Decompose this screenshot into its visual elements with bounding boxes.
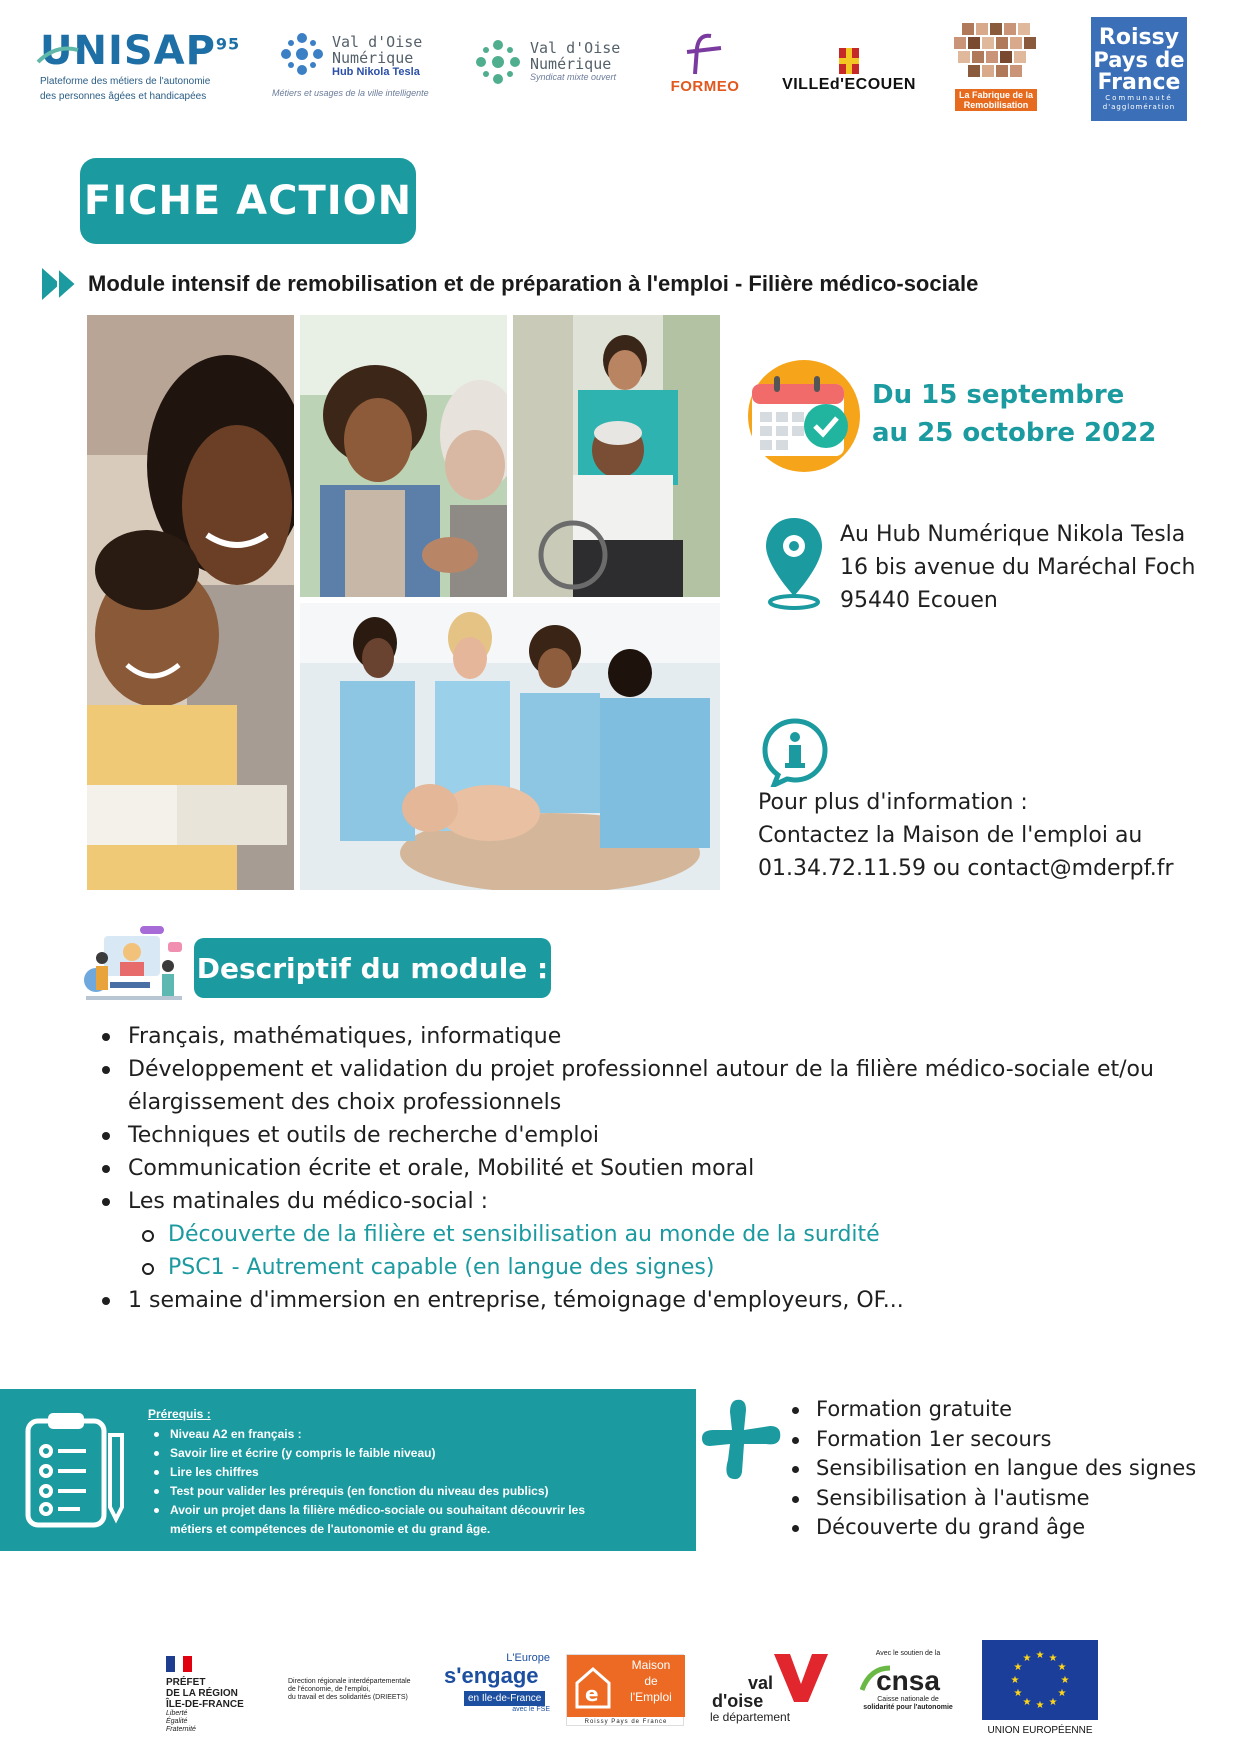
plus-icon (700, 1396, 786, 1484)
date-line-1: Du 15 septembre (872, 380, 1125, 410)
info-bubble-icon (760, 717, 830, 787)
double-arrow-icon (40, 266, 84, 302)
unisap-swoosh-icon (36, 42, 80, 68)
avantage-item: Formation gratuite (786, 1395, 1196, 1425)
calendar-check-icon (744, 356, 860, 472)
val-oise-hub-logo (272, 32, 442, 104)
formeo-logo (660, 28, 750, 98)
avantage-item: Découverte du grand âge (786, 1513, 1196, 1543)
prerequis-band (0, 1389, 696, 1551)
list-item: Français, mathématiques, informatique (100, 1020, 1180, 1053)
roissy-line-5: d'agglomération (1102, 103, 1176, 111)
fiche-action-badge: FICHE ACTION (80, 158, 416, 244)
prefet-motto-2: Égalité (166, 1718, 188, 1725)
list-item: Les matinales du médico-social : (100, 1185, 1180, 1218)
contact-line-1: Pour plus d'information : (758, 790, 1028, 815)
valdoise-line-2: d'oise (712, 1691, 764, 1711)
dreets-logo (288, 1678, 438, 1718)
eu-flag-icon (982, 1640, 1098, 1720)
date-line-2: au 25 octobre 2022 (872, 418, 1157, 448)
prefet-line-1: PRÉFET (166, 1677, 206, 1688)
house-e-icon (575, 1665, 611, 1709)
address-line-3: 95440 Ecouen (840, 588, 998, 613)
dreets-line-1: Direction régionale interdépartementale (288, 1678, 411, 1685)
red-v-icon (772, 1652, 830, 1704)
team-illustration-icon (80, 922, 186, 1008)
roissy-line-3: France (1097, 70, 1181, 95)
descriptif-title: Descriptif du module : (194, 938, 551, 998)
hub-line-4: Métiers et usages de la ville intelligente (272, 88, 429, 98)
dates-block (872, 376, 1156, 452)
dreets-line-2: de l'économie, de l'emploi, (288, 1686, 371, 1693)
syndicat-line-3: Syndicat mixte ouvert (530, 72, 617, 82)
prefet-motto-3: Fraternité (166, 1726, 196, 1733)
europe-fse: avec le FSE (512, 1706, 550, 1713)
prerequis-item: Savoir lire et écrire (y compris le faible niveau) (148, 1444, 678, 1463)
dreets-line-3: du travail et des solidarités (DRIEETS) (288, 1694, 408, 1701)
syndicat-line-1: Val d'Oise (530, 39, 621, 57)
cnsa-logo (856, 1650, 960, 1732)
svg-text:★: ★ (1035, 1700, 1045, 1711)
unisap-name: UNISAP (40, 28, 216, 74)
roissy-line-1: Roissy (1098, 25, 1180, 50)
list-item: 1 semaine d'immersion en entreprise, témoignage d'employeurs, OF... (100, 1284, 1180, 1317)
formeo-f-icon (681, 32, 729, 78)
list-item-continuation: élargissement des choix professionnels (128, 1090, 562, 1115)
ue-logo (982, 1640, 1098, 1736)
roissy-line-4: Communauté (1105, 94, 1173, 102)
avantage-item: Sensibilisation à l'autisme (786, 1484, 1196, 1514)
photo-nurses-training (300, 603, 720, 890)
prerequis-title: Prérequis : (148, 1407, 211, 1421)
svg-text:★: ★ (1010, 1675, 1020, 1686)
svg-text:★: ★ (1035, 1650, 1045, 1661)
roissy-logo (1091, 17, 1187, 121)
prerequis-list (148, 1425, 678, 1539)
ecouen-label: VILLEd'ECOUEN (782, 76, 916, 93)
address-line-1: Au Hub Numérique Nikola Tesla (840, 522, 1186, 547)
contact-block (758, 786, 1174, 885)
prefet-motto-1: Liberté (166, 1710, 188, 1717)
roissy-line-2: Pays de (1093, 48, 1185, 72)
europe-sub: en Ile-de-France (464, 1691, 545, 1706)
syndicat-line-2: Numérique (530, 55, 612, 73)
valdoise-line-1: val (748, 1673, 774, 1693)
valdoise-line-3: le département (710, 1710, 791, 1724)
cnsa-top: Avec le soutien de la (875, 1650, 941, 1657)
europe-main: s'engage (444, 1663, 539, 1688)
svg-text:e: e (585, 1682, 599, 1706)
ecouen-logo (774, 44, 924, 96)
marianne-flag-icon (166, 1656, 192, 1672)
svg-text:★: ★ (1013, 1688, 1023, 1699)
faces-mosaic-icon (948, 19, 1044, 89)
list-item: Communication écrite et orale, Mobilité et Soutien moral (100, 1152, 1180, 1185)
address-line-2: 16 bis avenue du Maréchal Foch (840, 555, 1196, 580)
prerequis-item: Avoir un projet dans la filière médico-sociale ou souhaitant découvrir les (148, 1501, 678, 1520)
svg-text:★: ★ (1057, 1688, 1067, 1699)
molecule-green-icon (474, 38, 522, 86)
maison-line-3: l'Emploi (630, 1690, 672, 1704)
list-item: Développement et validation du projet professionnel autour de la filière médico-sociale et/ou (100, 1053, 1180, 1086)
photo-nurse-wheelchair (513, 315, 720, 597)
svg-text:★: ★ (1057, 1662, 1067, 1673)
prefet-logo (166, 1656, 256, 1733)
unisap-logo (40, 24, 240, 108)
svg-text:★: ★ (1022, 1653, 1032, 1664)
list-item: Techniques et outils de recherche d'emploi (100, 1119, 1180, 1152)
fabrique-line-1: La Fabrique de la (958, 90, 1034, 100)
sub-list-item: Découverte de la filière et sensibilisation au monde de la surdité (100, 1218, 1180, 1251)
module-title: Module intensif de remobilisation et de préparation à l'emploi - Filière médico-sociale (88, 271, 979, 296)
formeo-label: FORMEO (670, 77, 740, 95)
europe-top: L'Europe (506, 1652, 550, 1664)
prerequis-item-continuation: métiers et compétences de l'autonomie et du grand âge. (170, 1522, 491, 1536)
prerequis-item: Lire les chiffres (148, 1463, 678, 1482)
contact-line-2: Contactez la Maison de l'emploi au (758, 823, 1143, 848)
prerequis-item: Test pour valider les prérequis (en fonction du niveau des publics) (148, 1482, 678, 1501)
photo-mother-baby (87, 315, 294, 890)
cnsa-sub-1: Caisse nationale de (877, 1696, 939, 1703)
cnsa-sub-2: solidarité pour l'autonomie (863, 1704, 953, 1711)
hub-line-3: Hub Nikola Tesla (332, 66, 420, 78)
ecouen-crest-icon (829, 46, 869, 76)
contact-line-3: 01.34.72.11.59 ou contact@mderpf.fr (758, 856, 1174, 881)
unisap-tagline-1: Plateforme des métiers de l'autonomie (40, 76, 211, 87)
maison-sub: Roissy Pays de France (584, 1719, 668, 1725)
address-block (840, 518, 1195, 617)
checklist-clipboard-icon (24, 1411, 128, 1529)
fabrique-logo (944, 14, 1048, 116)
descriptif-list (100, 1020, 1180, 1317)
avantage-item: Formation 1er secours (786, 1425, 1196, 1455)
hub-line-1: Val d'Oise (332, 33, 423, 51)
unisap-suffix: 95 (215, 34, 241, 54)
avantage-item: Sensibilisation en langue des signes (786, 1454, 1196, 1484)
val-oise-departement-logo (708, 1652, 832, 1726)
hub-line-2: Numérique (332, 49, 414, 67)
prefet-line-2: DE LA RÉGION (166, 1688, 238, 1699)
unisap-tagline-2: des personnes âgées et handicapées (40, 91, 207, 102)
fabrique-line-2: Remobilisation (963, 100, 1029, 110)
maison-line-2: de (644, 1674, 658, 1688)
prefet-line-3: ÎLE-DE-FRANCE (166, 1699, 244, 1710)
maison-line-1: Maison (631, 1658, 671, 1672)
cnsa-main: cnsa (876, 1665, 940, 1696)
maison-emploi-logo (566, 1654, 684, 1726)
svg-text:★: ★ (1013, 1662, 1023, 1673)
sub-list-item: PSC1 - Autrement capable (en langue des signes) (100, 1251, 1180, 1284)
avantages-list (786, 1395, 1196, 1543)
ue-label: UNION EUROPÉENNE (987, 1725, 1093, 1736)
svg-text:★: ★ (1060, 1675, 1070, 1686)
molecule-icon (280, 32, 324, 76)
cnsa-swoosh-icon (860, 1664, 892, 1694)
prerequis-item: Niveau A2 en français : (148, 1425, 678, 1444)
svg-text:★: ★ (1022, 1697, 1032, 1708)
location-pin-icon (762, 514, 826, 614)
module-title-row (40, 266, 978, 302)
val-oise-syndicat-logo (474, 36, 634, 96)
europe-engage-logo (444, 1652, 550, 1732)
svg-text:★: ★ (1048, 1697, 1058, 1708)
photo-caregiver-elder (300, 315, 507, 597)
svg-text:★: ★ (1048, 1653, 1058, 1664)
